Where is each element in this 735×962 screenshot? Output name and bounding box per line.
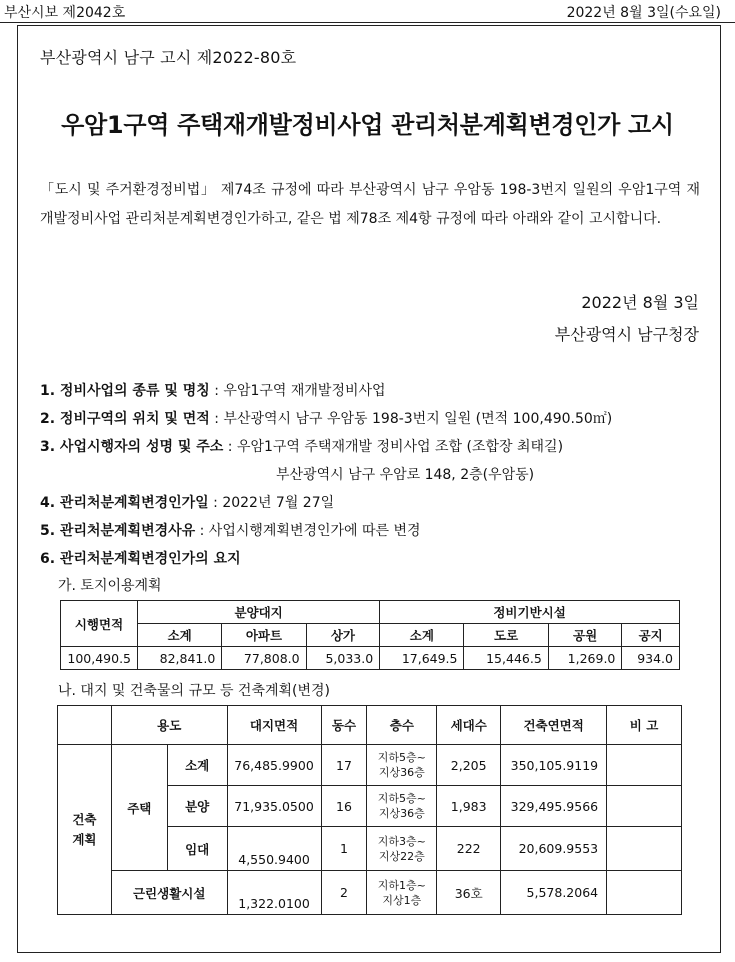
bulletin-date: 2022년 8월 3일(수요일) (566, 5, 721, 21)
table-cell: 82,841.0 (138, 647, 222, 670)
item-label: 6. 관리처분계획변경인가의 요지 (40, 551, 241, 567)
item-2 (40, 408, 612, 428)
col-infra: 정비기반시설 (380, 601, 680, 624)
table-row (58, 745, 682, 786)
item-5 (40, 520, 421, 540)
table-cell: 1 (321, 827, 367, 871)
table-row (61, 647, 680, 670)
col-sub: 소계 (380, 624, 464, 647)
col-floor-area: 건축연면적 (501, 706, 607, 745)
table-cell: 350,105.9119 (501, 745, 607, 786)
item-4 (40, 492, 334, 512)
table-cell (607, 786, 682, 827)
item-value: : 사업시행계획변경인가에 따른 변경 (195, 523, 421, 539)
col-area: 시행면적 (61, 601, 138, 647)
table-cell: 2,205 (437, 745, 501, 786)
building-plan-table (57, 705, 682, 915)
row-label: 임대 (167, 827, 227, 871)
col-sub: 공지 (622, 624, 680, 647)
table-cell: 16 (321, 786, 367, 827)
item-value: : 2022년 7월 27일 (208, 495, 335, 511)
table-cell: 71,935.0500 (227, 786, 321, 827)
col-land-area: 대지면적 (227, 706, 321, 745)
item-label: 2. 정비구역의 위치 및 면적 (40, 411, 210, 427)
table-cell: 36호 (437, 871, 501, 915)
issuer: 부산광역시 남구청장 (554, 325, 699, 344)
item-3-address: 부산광역시 남구 우암로 148, 2층(우암동) (276, 467, 535, 483)
item-value: : 우암1구역 재개발정비사업 (209, 383, 386, 399)
table-cell: 15,446.5 (464, 647, 548, 670)
table-cell: 77,808.0 (222, 647, 306, 670)
item-label: 4. 관리처분계획변경인가일 (40, 495, 209, 511)
table-cell: 17 (321, 745, 367, 786)
item-6 (40, 548, 241, 568)
col-usage: 용도 (111, 706, 227, 745)
item-value: : 부산광역시 남구 우암동 198-3번지 일원 (면적 100,490.50㎡) (209, 411, 613, 427)
table-cell: 17,649.5 (380, 647, 464, 670)
item-3 (40, 436, 563, 456)
col-buildings: 동수 (321, 706, 367, 745)
table-cell: 934.0 (622, 647, 680, 670)
col-units: 세대수 (437, 706, 501, 745)
table-cell: 5,578.2064 (501, 871, 607, 915)
table-cell: 20,609.9553 (501, 827, 607, 871)
page-title: 우암1구역 주택재개발정비사업 관리처분계획변경인가 고시 (61, 111, 674, 139)
col-remarks: 비 고 (607, 706, 682, 745)
announcement-number: 부산광역시 남구 고시 제2022-80호 (40, 48, 297, 67)
row-label: 분양 (167, 786, 227, 827)
col-sub: 상가 (306, 624, 380, 647)
item-label: 1. 정비사업의 종류 및 명칭 (40, 383, 210, 399)
table-cell (607, 871, 682, 915)
announcement-body: 「도시 및 주거환경정비법」 제74조 규정에 따라 부산광역시 남구 우암동 198-3번지 일원의 우암1구역 재개발정비사업 관리처분계획변경인가하고, 같은 법 제78조 제4항 규정에 따라 아래와 같이 고시합니다. (40, 182, 700, 227)
item-label: 5. 관리처분계획변경사유 (40, 523, 196, 539)
table-cell: 5,033.0 (306, 647, 380, 670)
table-cell: 1,269.0 (548, 647, 622, 670)
col-sub: 소계 (138, 624, 222, 647)
group-label: 건축 계획 (58, 745, 112, 915)
table-cell: 1,983 (437, 786, 501, 827)
item-label: 3. 사업시행자의 성명 및 주소 (40, 439, 224, 455)
col-sale-land: 분양대지 (138, 601, 380, 624)
table-cell (607, 745, 682, 786)
table-cell: 100,490.5 (61, 647, 138, 670)
table-cell: 76,485.9900 (227, 745, 321, 786)
table-cell: 1,322.0100 (227, 871, 321, 915)
table-cell: 329,495.9566 (501, 786, 607, 827)
section-building-plan: 나. 대지 및 건축물의 규모 등 건축계획(변경) (58, 683, 330, 699)
table-cell (607, 827, 682, 871)
bulletin-issue: 부산시보 제2042호 (4, 5, 126, 21)
col-sub: 공원 (548, 624, 622, 647)
header-rule (0, 22, 735, 23)
col-sub: 도로 (464, 624, 548, 647)
row-label: 근린생활시설 (111, 871, 227, 915)
table-cell: 4,550.9400 (227, 827, 321, 871)
table-row (58, 871, 682, 915)
section-land-use: 가. 토지이용계획 (58, 578, 162, 594)
table-cell: 지하5층~ 지상36층 (367, 786, 437, 827)
item-1 (40, 380, 386, 400)
col-floors: 층수 (367, 706, 437, 745)
table-cell: 2 (321, 871, 367, 915)
housing-label: 주택 (111, 745, 167, 871)
table-cell: 지하1층~ 지상1층 (367, 871, 437, 915)
header-blank (58, 706, 112, 745)
table-cell: 지하3층~ 지상22층 (367, 827, 437, 871)
land-use-table (60, 600, 680, 670)
table-cell: 지하5층~ 지상36층 (367, 745, 437, 786)
col-sub: 아파트 (222, 624, 306, 647)
table-cell: 222 (437, 827, 501, 871)
row-label: 소계 (167, 745, 227, 786)
item-value: : 우암1구역 주택재개발 정비사업 조합 (조합장 최태길) (223, 439, 564, 455)
announcement-date: 2022년 8월 3일 (581, 293, 699, 312)
